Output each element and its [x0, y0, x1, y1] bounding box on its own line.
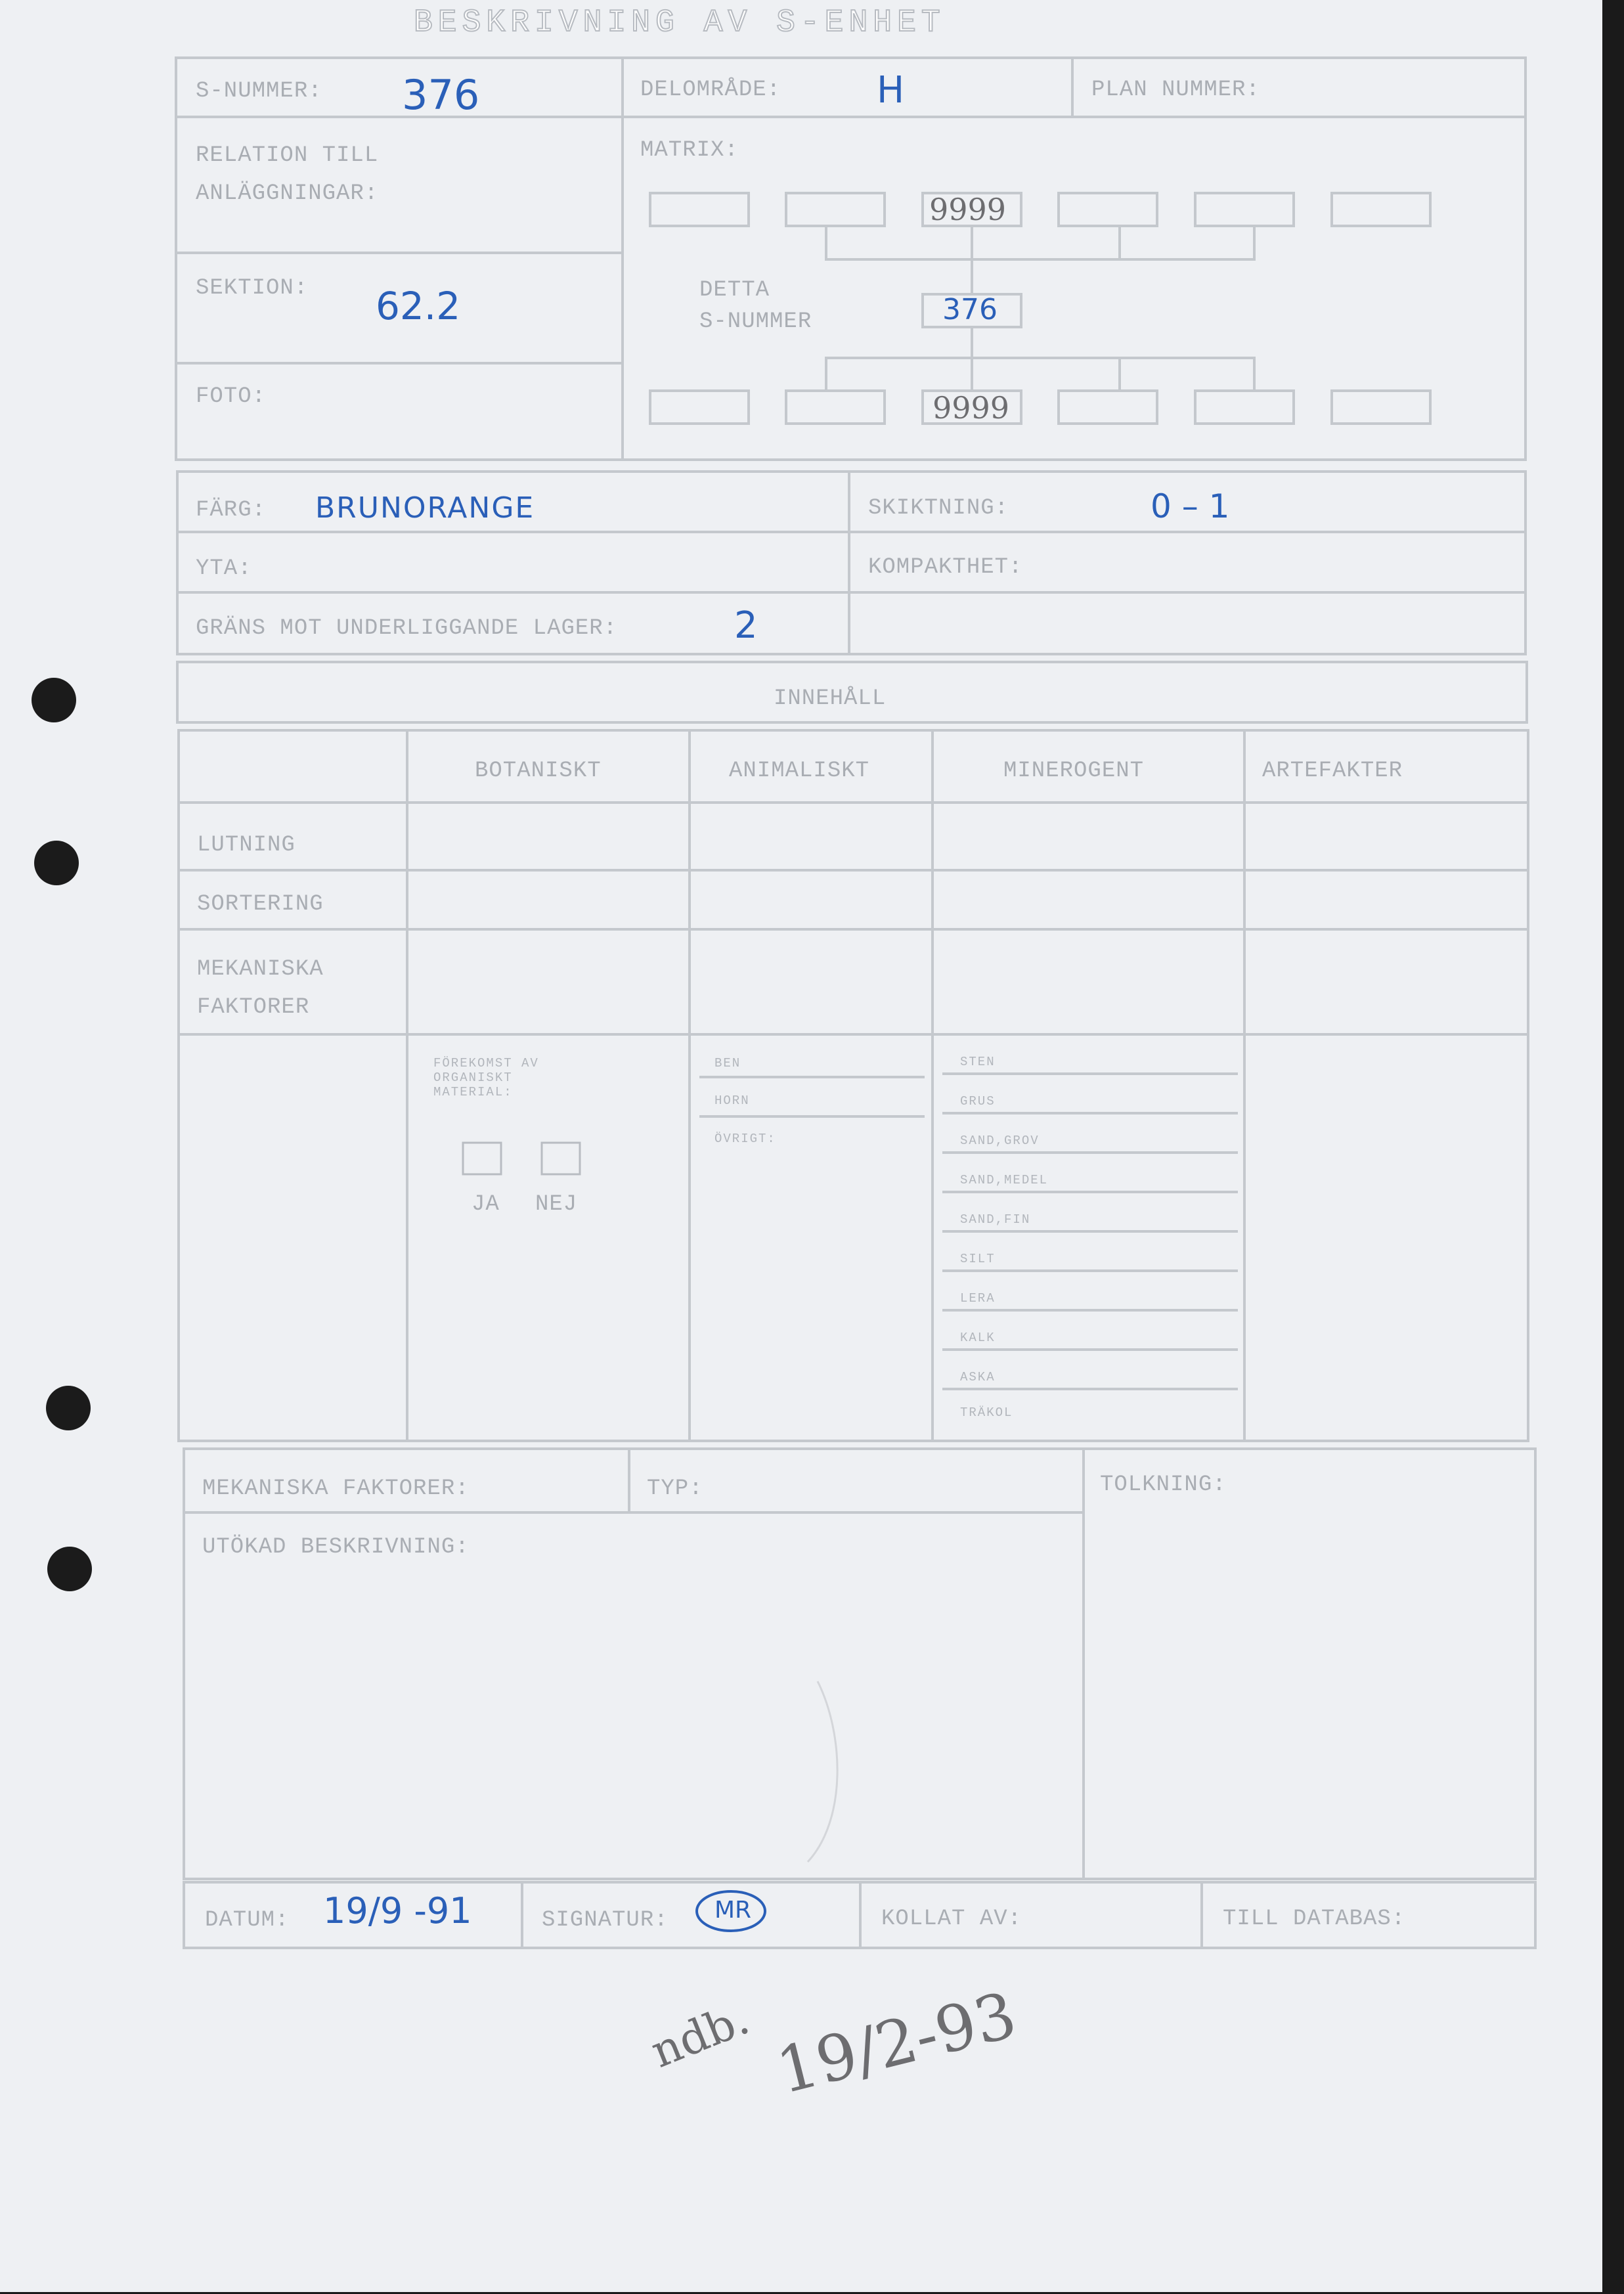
signatur-value[interactable]: MR — [714, 1897, 752, 1924]
animal-item-horn: HORN — [714, 1093, 750, 1108]
plan-nummer-label: PLAN NUMMER: — [1091, 77, 1260, 102]
kompakthet-label: KOMPAKTHET: — [868, 555, 1023, 580]
kollat-av-label: KOLLAT AV: — [881, 1907, 1022, 1931]
mineral-item: SILT — [960, 1252, 996, 1266]
mineral-item: TRÄKOL — [960, 1405, 1013, 1420]
col-header-animaliskt: ANIMALISKT — [729, 759, 870, 783]
detta-value[interactable]: 376 — [942, 293, 998, 326]
mineral-item: KALK — [960, 1331, 996, 1345]
datum-label: DATUM: — [205, 1908, 290, 1933]
ja-checkbox — [463, 1143, 501, 1174]
col-header-artefakter: ARTEFAKTER — [1262, 759, 1403, 783]
farg-label: FÄRG: — [196, 498, 267, 523]
form-title: BESKRIVNING AV S-ENHET — [414, 5, 946, 41]
mineral-item: SAND,GROV — [960, 1134, 1040, 1148]
handwritten-note: ndb. — [644, 1993, 757, 2079]
skiktning-value[interactable]: 0 – 1 — [1151, 487, 1230, 525]
handwritten-note-date: 19/2-93 — [769, 1977, 1024, 2109]
row-label-mekaniska: MEKANISKA FAKTORER — [197, 957, 324, 1020]
mineral-item: LERA — [960, 1291, 996, 1306]
mineral-item: ASKA — [960, 1370, 996, 1384]
mineral-item: STEN — [960, 1055, 996, 1069]
matrix-above-value[interactable]: 9999 — [929, 192, 1007, 227]
till-databas-label: TILL DATABAS: — [1223, 1907, 1406, 1931]
delomrade-label: DELOMRÅDE: — [640, 77, 781, 102]
typ-label: TYP: — [647, 1476, 703, 1501]
signatur-label: SIGNATUR: — [542, 1908, 669, 1933]
farg-value[interactable]: BRUNORANGE — [315, 491, 535, 525]
innehall-label: INNEHÅLL — [774, 686, 887, 711]
grans-label: GRÄNS MOT UNDERLIGGANDE LAGER: — [196, 616, 618, 641]
sektion-value[interactable]: 62.2 — [376, 284, 461, 328]
binder-hole — [46, 1386, 91, 1430]
relation-label: RELATION TILL ANLÄGGNINGAR: — [196, 143, 379, 206]
col-header-botaniskt: BOTANISKT — [475, 759, 602, 783]
foto-label: FOTO: — [196, 384, 267, 409]
animal-item-ben: BEN — [714, 1056, 741, 1070]
nej-label: NEJ — [535, 1192, 578, 1217]
tolkning-label: TOLKNING: — [1100, 1472, 1227, 1497]
detta-label: DETTA S-NUMMER — [699, 278, 812, 334]
s-nummer-label: S-NUMMER: — [196, 79, 322, 104]
matrix-label: MATRIX: — [640, 138, 739, 163]
mineral-item: GRUS — [960, 1094, 996, 1109]
col-header-minerogent: MINEROGENT — [1003, 759, 1145, 783]
matrix-below-value[interactable]: 9999 — [933, 390, 1010, 426]
animal-item-ovrigt: ÖVRIGT: — [714, 1132, 776, 1146]
skiktning-label: SKIKTNING: — [868, 496, 1009, 521]
mekaniska-faktorer-label: MEKANISKA FAKTORER: — [202, 1476, 470, 1501]
grans-value[interactable]: 2 — [734, 604, 758, 647]
mineral-item: SAND,FIN — [960, 1212, 1031, 1227]
utokad-beskrivning-label: UTÖKAD BESKRIVNING: — [202, 1535, 470, 1560]
sektion-label: SEKTION: — [196, 276, 309, 301]
mineral-item: SAND,MEDEL — [960, 1173, 1049, 1187]
row-label-lutning: LUTNING — [197, 833, 296, 858]
datum-value[interactable]: 19/9 -91 — [323, 1890, 472, 1931]
yta-label: YTA: — [196, 556, 252, 581]
organiskt-label: FÖREKOMST AV ORGANISKT MATERIAL: — [433, 1056, 539, 1099]
row-label-sortering: SORTERING — [197, 892, 324, 917]
binder-hole — [32, 678, 76, 722]
delomrade-value[interactable]: H — [877, 69, 905, 112]
binder-hole — [34, 841, 79, 885]
nej-checkbox — [542, 1143, 580, 1174]
s-nummer-value[interactable]: 376 — [402, 71, 480, 119]
ja-label: JA — [472, 1192, 500, 1217]
binder-hole — [47, 1547, 92, 1591]
